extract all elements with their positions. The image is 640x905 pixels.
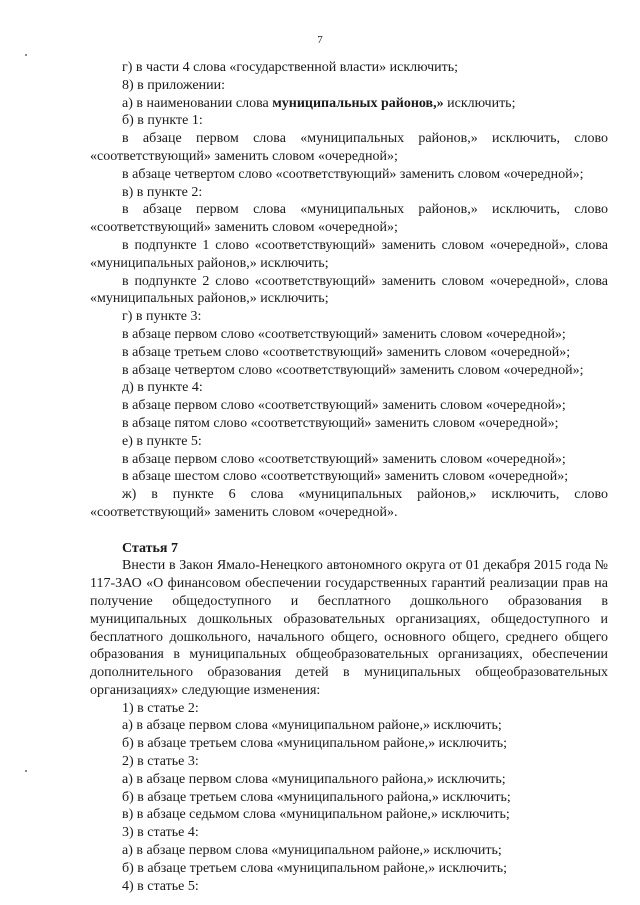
text-run: исключить; [443,95,516,111]
list-item: б) в абзаце третьем слова «муниципального района,» исключить; [122,789,511,805]
paragraph: в подпункте 1 слово «соответствующий» заменить словом «очередной», слова «муниципальных районов,» исключить; [90,237,608,271]
paragraph: Внести в Закон Ямало-Ненецкого автономного округа от 01 декабря 2015 года № 117-ЗАО «О финансовом обеспечении государственных гарантий реализации прав на получение общедоступного и бесплатного дошкольного образования в муниципальных дошкольных образовательных организациях, общедоступного и бесплатного дошкольного, начального общего, основного общего, среднего общего образования в муниципальных общеобразовательных организациях, обеспечении дополнительного образования детей в муниципальных общеобразовательных организациях» следующие изменения: [90,558,608,698]
paragraph [90,95,608,113]
document-body [90,59,608,895]
bold-text-run: муниципальных районов,» [272,95,444,111]
paragraph: в абзаце четвертом слово «соответствующий» заменить словом «очередной»; [122,362,584,378]
paragraph: в абзаце первом слово «соответствующий» заменить словом «очередной»; [122,326,566,342]
list-item: 3) в статье 4: [122,825,199,841]
article-heading: Статья 7 [122,540,178,556]
paragraph: в подпункте 2 слово «соответствующий» заменить словом «очередной», слова «муниципальных районов,» исключить; [90,273,608,307]
paragraph: д) в пункте 4: [122,380,203,396]
spacer [90,522,608,540]
paragraph: в абзаце пятом слово «соответствующий» заменить словом «очередной»; [122,415,559,431]
list-item: а) в абзаце первом слова «муниципальном районе,» исключить; [122,718,502,734]
paragraph: е) в пункте 5: [122,433,202,449]
paragraph: в абзаце первом слова «муниципальных районов,» исключить, слово «соответствующий» заменить словом «очередной»; [90,202,608,236]
paragraph: 8) в приложении: [122,77,225,93]
paragraph: в) в пункте 2: [122,184,203,200]
paragraph: в абзаце первом слово «соответствующий» заменить словом «очередной»; [122,398,566,414]
paragraph: ж) в пункте 6 слова «муниципальных районов,» исключить, слово «соответствующий» заменить словом «очередной». [90,487,608,520]
list-item: б) в абзаце третьем слова «муниципальном районе,» исключить; [122,736,507,752]
list-item: б) в абзаце третьем слова «муниципальном районе,» исключить; [122,860,507,876]
text-run: а) в наименовании слова [122,95,273,111]
list-item: 4) в статье 5: [122,878,199,894]
paragraph: б) в пункте 1: [122,113,203,129]
paragraph: г) в пункте 3: [122,309,202,325]
list-item: в) в абзаце седьмом слова «муниципальном районе,» исключить; [122,807,510,823]
list-item: а) в абзаце первом слова «муниципального района,» исключить; [122,771,506,787]
list-item: 1) в статье 2: [122,700,199,716]
list-item: а) в абзаце первом слова «муниципальном районе,» исключить; [122,843,502,859]
paragraph: г) в части 4 слова «государственной власти» исключить; [122,60,459,75]
paragraph: в абзаце шестом слово «соответствующий» заменить словом «очередной»; [122,469,569,485]
scan-speck [25,770,27,772]
paragraph: в абзаце первом слова «муниципальных районов,» исключить, слово «соответствующий» заменить словом «очередной»; [90,131,608,164]
paragraph: в абзаце третьем слово «соответствующий» заменить словом «очередной»; [122,344,571,360]
paragraph: в абзаце четвертом слово «соответствующий» заменить словом «очередной»; [122,166,584,182]
paragraph: в абзаце первом слово «соответствующий» заменить словом «очередной»; [122,451,566,467]
scan-speck [25,54,27,56]
page-number: 7 [317,34,323,46]
list-item: 2) в статье 3: [122,754,199,770]
